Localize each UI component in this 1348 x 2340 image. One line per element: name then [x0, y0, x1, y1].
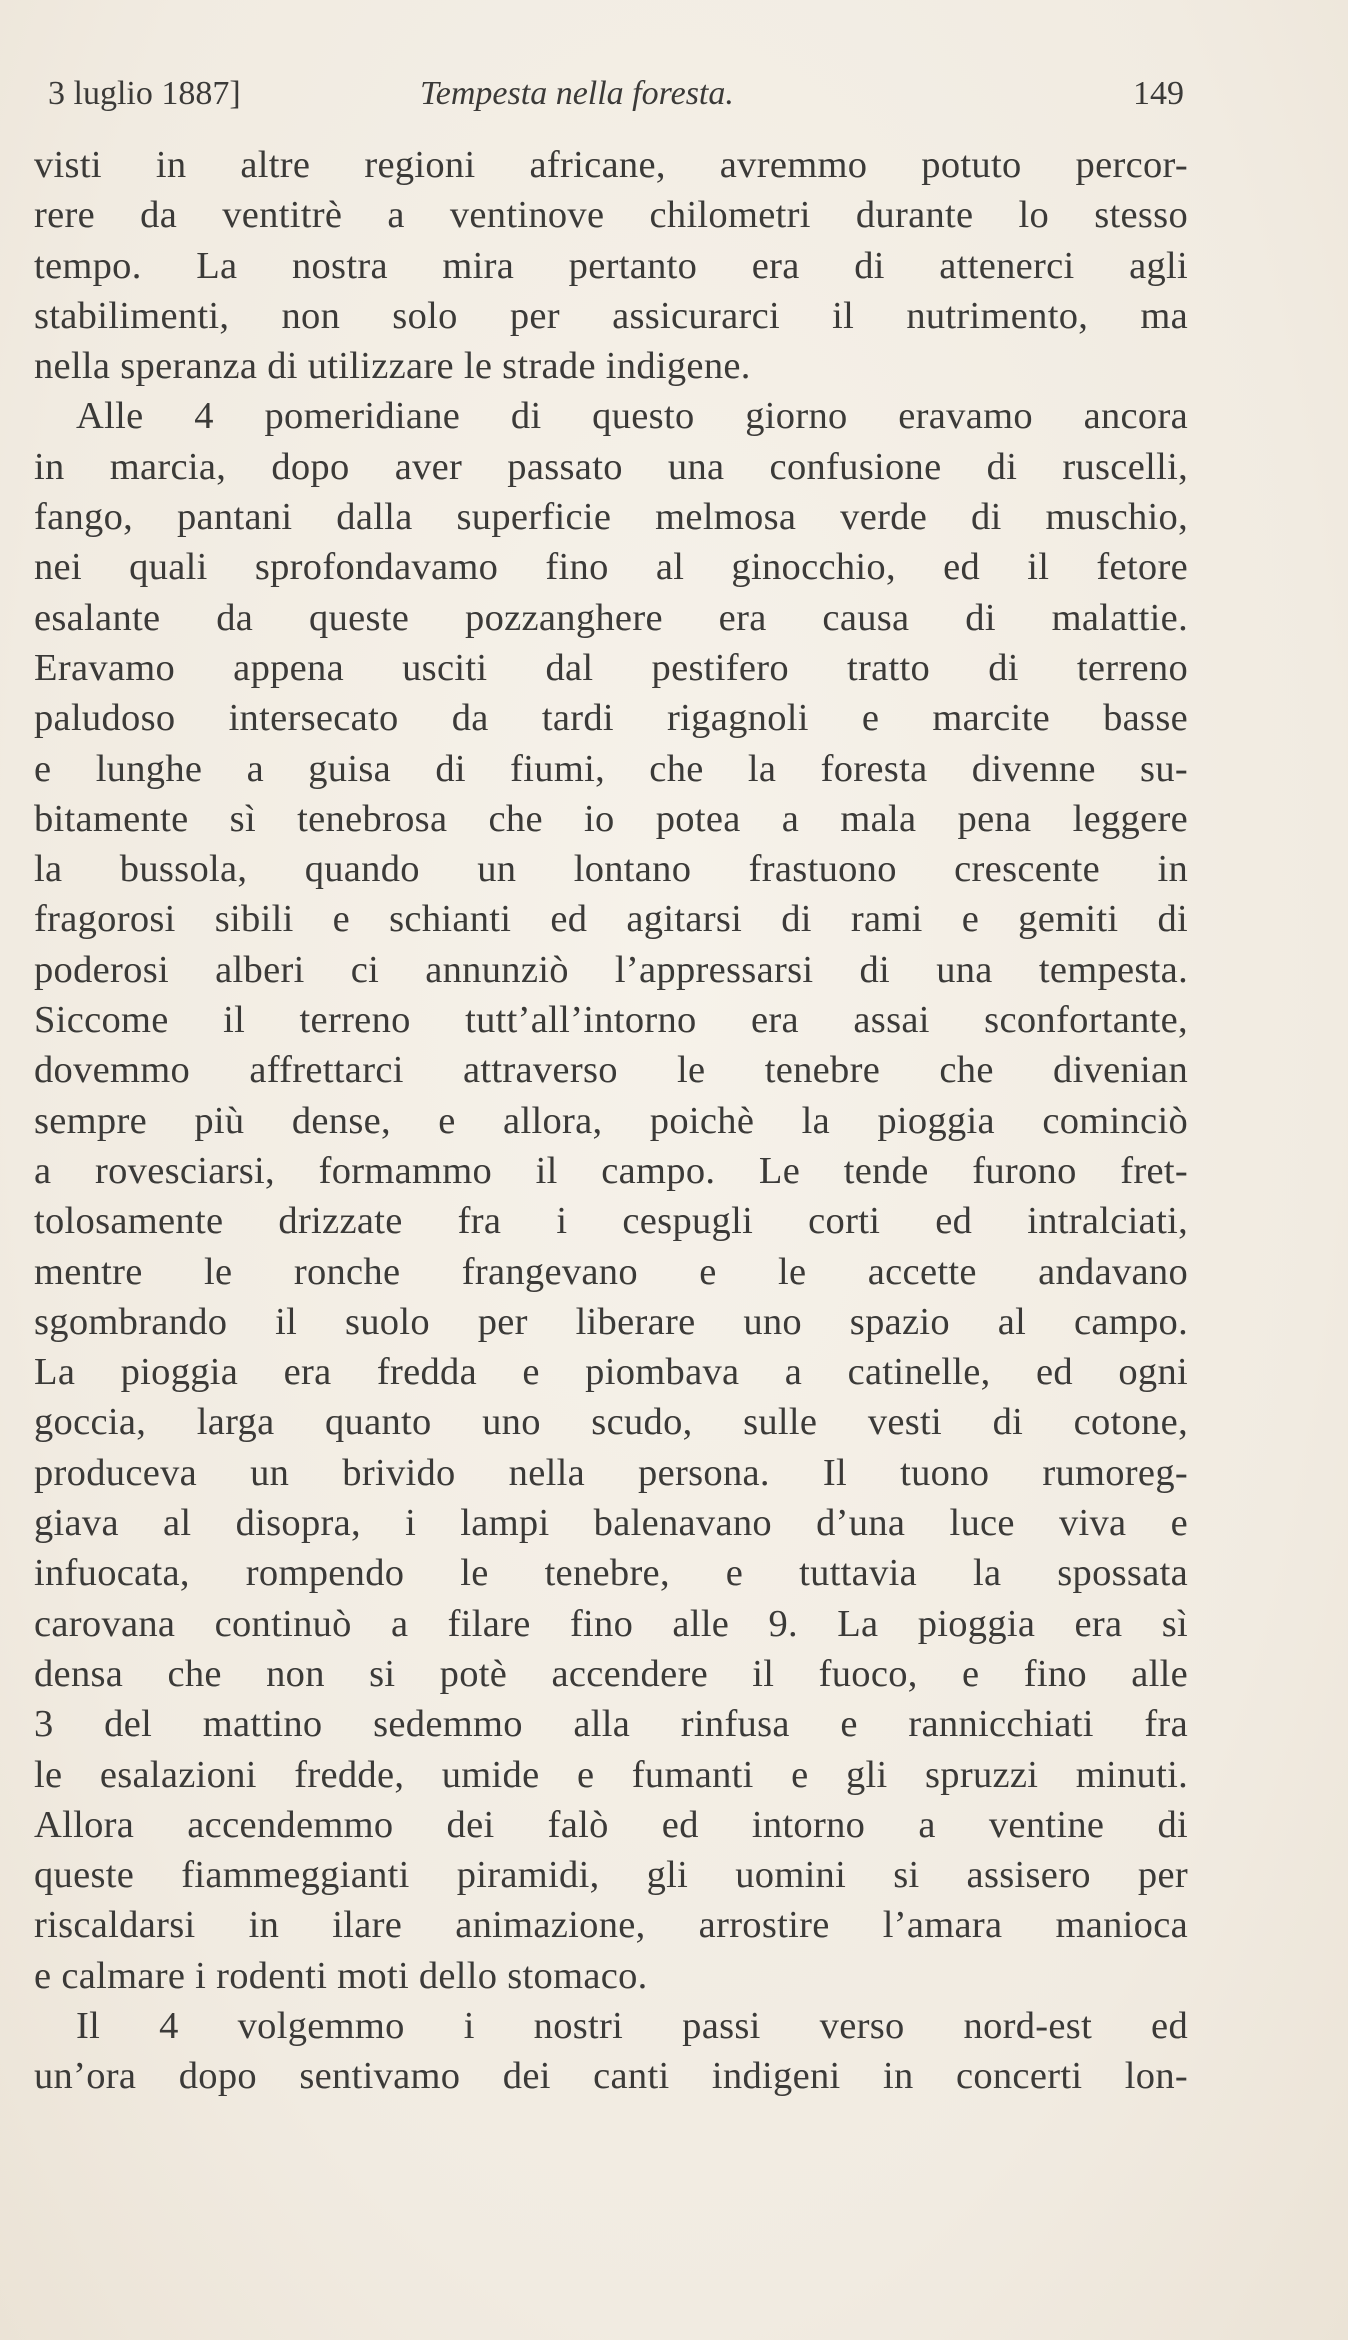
- text-line: Siccome il terreno tutt’all’intorno era assai sconfortante,: [34, 999, 1188, 1042]
- text-line: le esalazioni fredde, umide e fumanti e gli spruzzi minuti.: [34, 1753, 1188, 1796]
- text-line: produceva un brivido nella persona. Il tuono rumoreg-: [34, 1451, 1188, 1494]
- text-line: a rovesciarsi, formammo il campo. Le tende furono fret-: [34, 1149, 1188, 1192]
- text-line: densa che non si potè accendere il fuoco, e fino alle: [34, 1652, 1188, 1695]
- text-line: riscaldarsi in ilare animazione, arrostire l’amara manioca: [34, 1904, 1188, 1947]
- text-line: carovana continuò a filare fino alle 9. La pioggia era sì: [34, 1602, 1188, 1645]
- text-line: la bussola, quando un lontano frastuono crescente in: [34, 848, 1188, 891]
- text-line: infuocata, rompendo le tenebre, e tuttavia la spossata: [34, 1552, 1188, 1595]
- text-line: bitamente sì tenebrosa che io potea a mala pena leggere: [34, 797, 1188, 840]
- text-line: dovemmo affrettarci attraverso le tenebre che divenian: [34, 1049, 1188, 1092]
- text-line: nei quali sprofondavamo fino al ginocchio, ed il fetore: [34, 546, 1188, 589]
- text-line: giava al disopra, i lampi balenavano d’una luce viva e: [34, 1502, 1188, 1545]
- text-line: mentre le ronche frangevano e le accette andavano: [34, 1250, 1188, 1293]
- text-line: fragorosi sibili e schianti ed agitarsi di rami e gemiti di: [34, 898, 1188, 941]
- text-line: e lunghe a guisa di fiumi, che la foresta divenne su-: [34, 747, 1188, 790]
- text-line: tolosamente drizzate fra i cespugli corti ed intralciati,: [34, 1200, 1188, 1243]
- paragraph-start-line: Il 4 volgemmo i nostri passi verso nord-est ed: [76, 2004, 1188, 2047]
- text-line: 3 del mattino sedemmo alla rinfusa e rannicchiati fra: [34, 1703, 1188, 1746]
- body-text: [34, 140, 1188, 2102]
- text-line: in marcia, dopo aver passato una confusione di ruscelli,: [34, 445, 1188, 488]
- text-line: La pioggia era fredda e piombava a catinelle, ed ogni: [34, 1351, 1188, 1394]
- running-header: [48, 72, 1184, 116]
- header-date: 3 luglio 1887]: [48, 75, 241, 112]
- text-line: sempre più dense, e allora, poichè la pioggia cominciò: [34, 1099, 1188, 1142]
- text-line: un’ora dopo sentivamo dei canti indigeni in concerti lon-: [34, 2055, 1188, 2098]
- text-line: esalante da queste pozzanghere era causa di malattie.: [34, 596, 1188, 639]
- text-line: nella speranza di utilizzare le strade indigene.: [34, 345, 751, 388]
- text-line: poderosi alberi ci annunziò l’appressarsi di una tempesta.: [34, 948, 1188, 991]
- header-chapter-title: Tempesta nella foresta.: [420, 75, 734, 112]
- text-line: queste fiammeggianti piramidi, gli uomini si assisero per: [34, 1854, 1188, 1897]
- text-line: stabilimenti, non solo per assicurarci il nutrimento, ma: [34, 294, 1188, 337]
- text-line: paludoso intersecato da tardi rigagnoli e marcite basse: [34, 697, 1188, 740]
- page-number: 149: [1133, 75, 1184, 112]
- text-line: fango, pantani dalla superficie melmosa verde di muschio,: [34, 496, 1188, 539]
- text-line: sgombrando il suolo per liberare uno spazio al campo.: [34, 1300, 1188, 1343]
- text-line: Eravamo appena usciti dal pestifero tratto di terreno: [34, 646, 1188, 689]
- text-line: tempo. La nostra mira pertanto era di attenerci agli: [34, 244, 1188, 287]
- text-line: Allora accendemmo dei falò ed intorno a ventine di: [34, 1803, 1188, 1846]
- text-line: goccia, larga quanto uno scudo, sulle vesti di cotone,: [34, 1401, 1188, 1444]
- text-line: e calmare i rodenti moti dello stomaco.: [34, 1954, 648, 1997]
- text-line: rere da ventitrè a ventinove chilometri durante lo stesso: [34, 194, 1188, 237]
- paragraph-start-line: Alle 4 pomeridiane di questo giorno eravamo ancora: [76, 395, 1188, 438]
- text-line: visti in altre regioni africane, avremmo potuto percor-: [34, 144, 1188, 186]
